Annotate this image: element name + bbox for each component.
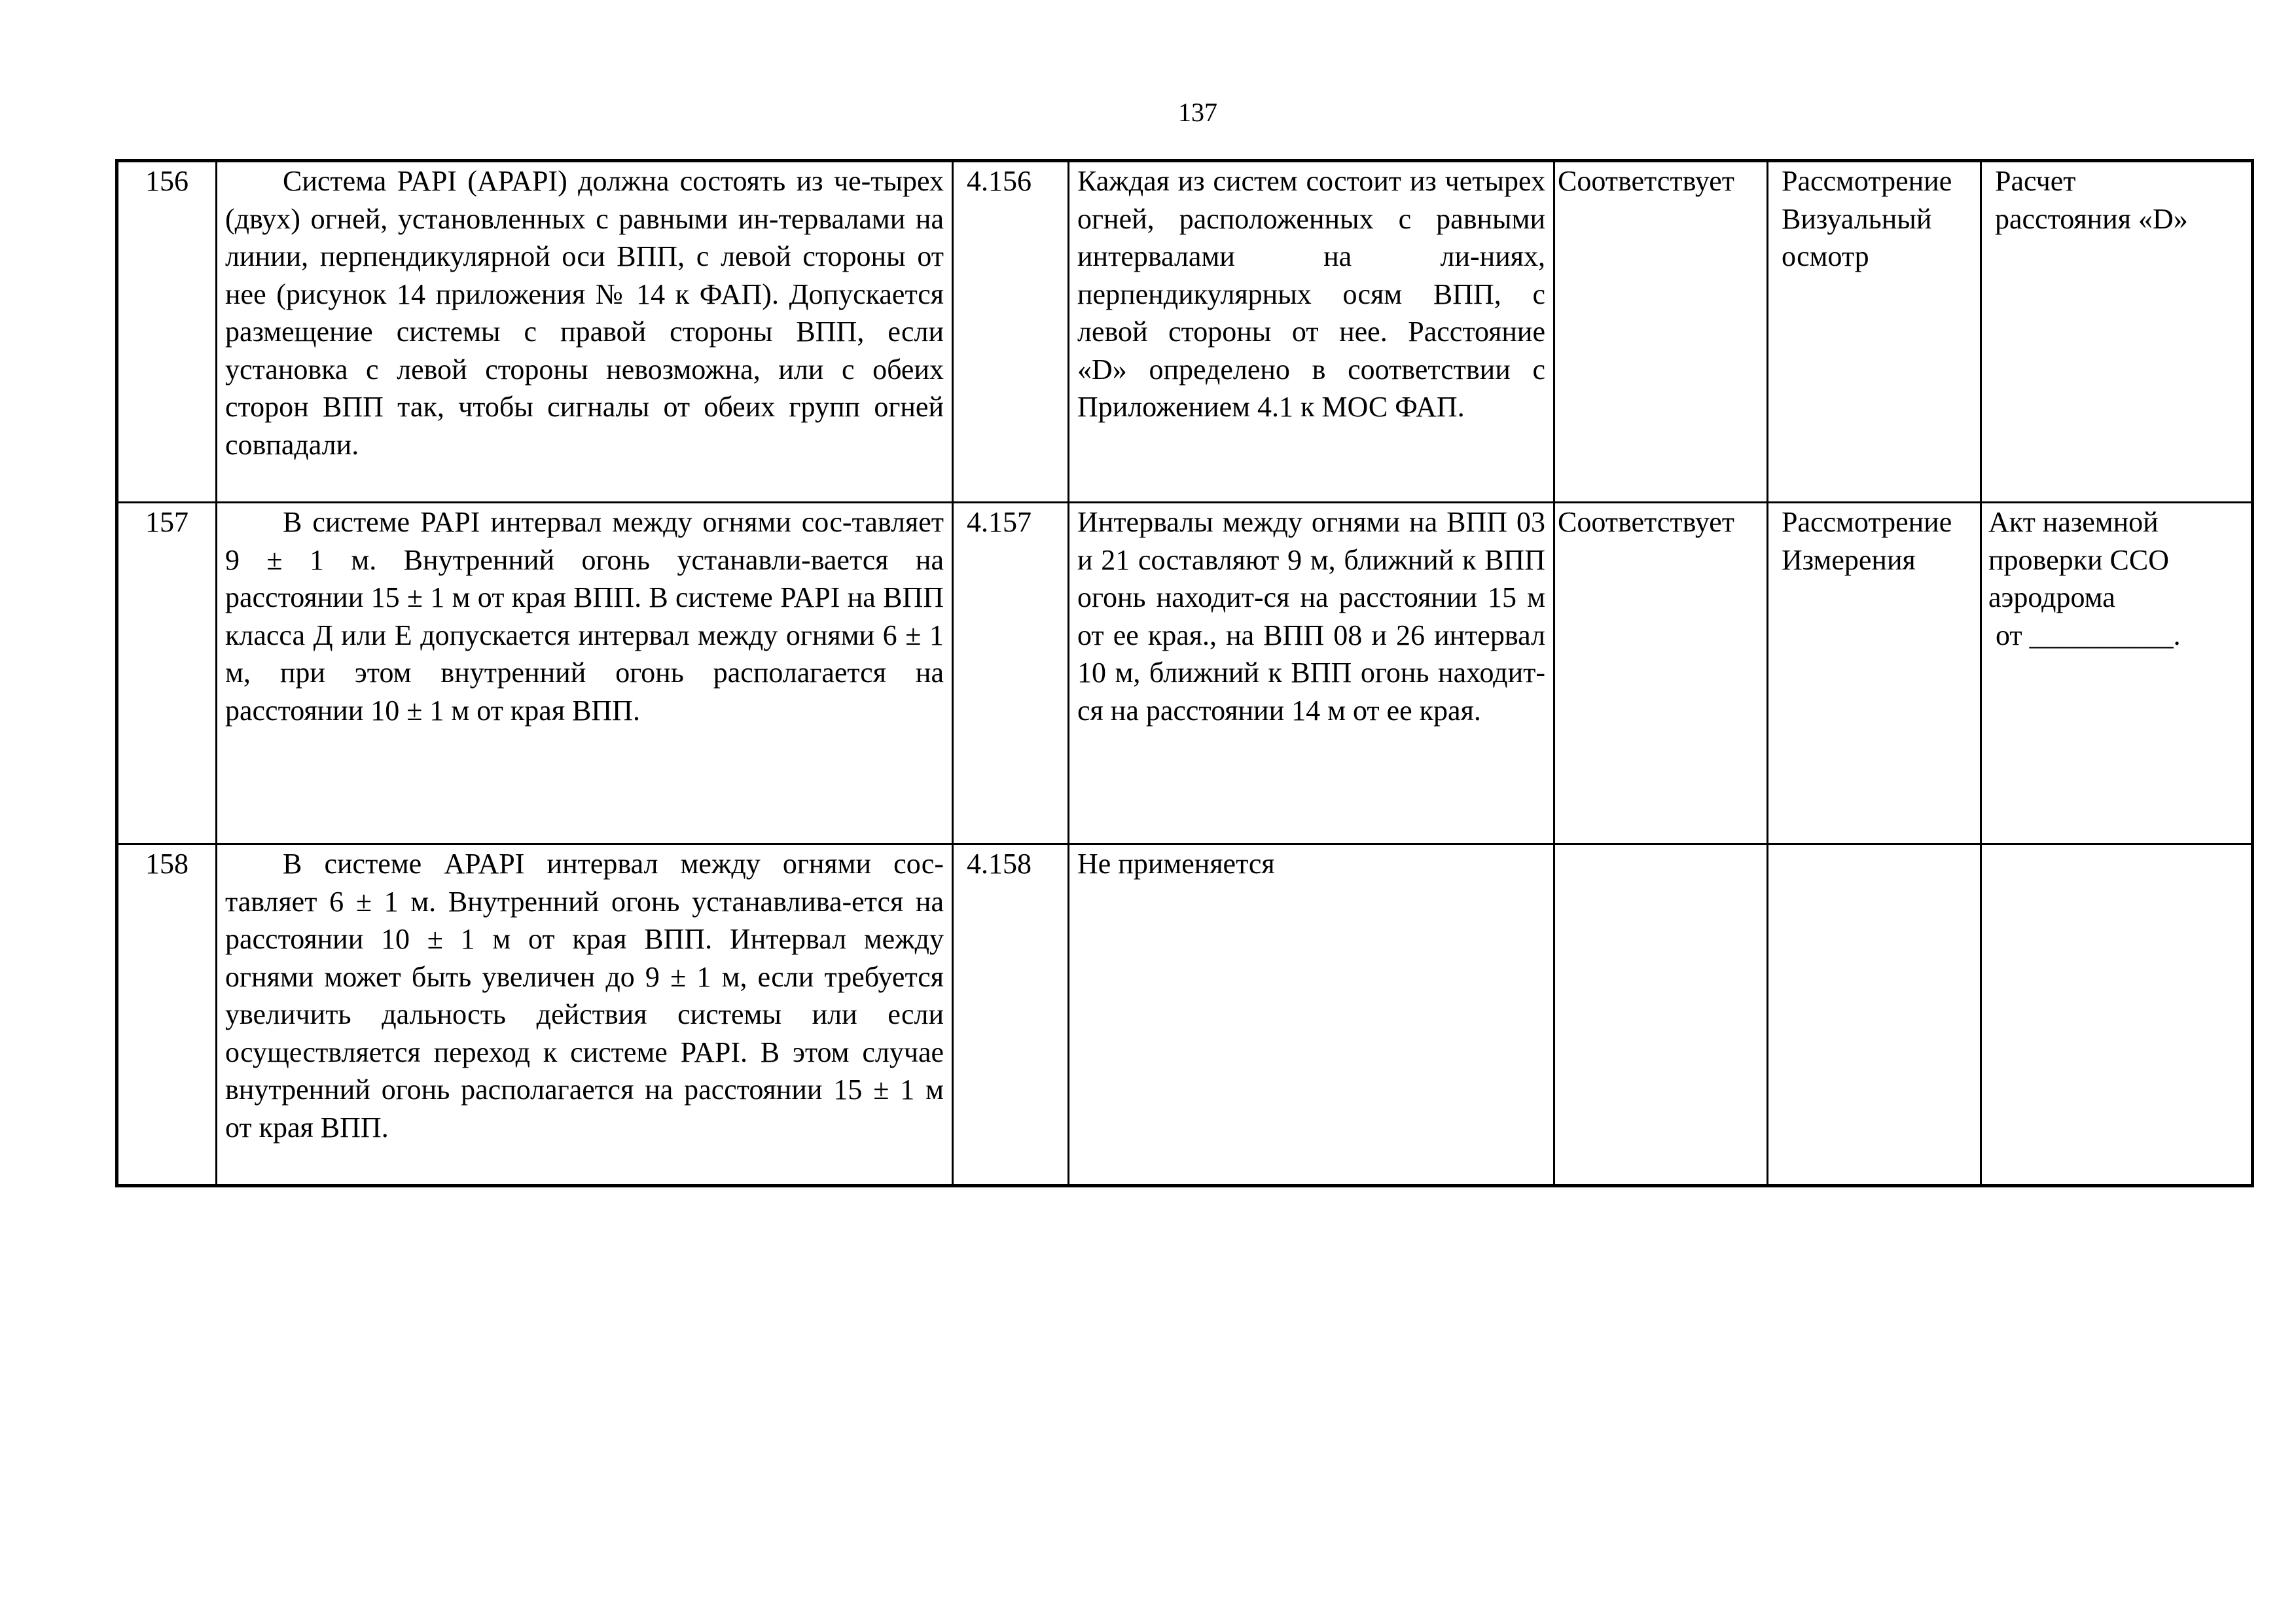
table-row (117, 844, 2253, 1186)
evidence-line: проверки ССО (1988, 543, 2169, 576)
implementation-cell (1069, 161, 1554, 503)
status-cell (1554, 844, 1768, 1186)
requirement-text: В системе PAPI интервал между огнями сос-тавляет 9 ± 1 м. Внутренний огонь устанавли-вается на расстоянии 15 ± 1 м от края ВПП. В системе PAPI на ВПП класса Д или Е допускается интервал между огнями 6 ± 1 м, при этом внутренний огонь располагается на расстоянии 10 ± 1 м от края ВПП. (225, 506, 944, 727)
method-line: осмотр (1782, 240, 1869, 272)
row-number: 158 (117, 844, 217, 1186)
method-line: Рассмотрение (1782, 506, 1952, 538)
method-cell (1768, 503, 1981, 844)
evidence-line: Акт наземной (1988, 506, 2159, 538)
status-cell: Соответствует (1554, 161, 1768, 503)
row-number: 156 (117, 161, 217, 503)
implementation-text: Интервалы между огнями на ВПП 03 и 21 составляют 9 м, ближний к ВПП огонь находит-ся на расстоянии 15 м от ее края., на ВПП 08 и 26 интервал 10 м, ближний к ВПП огонь находит-ся на расстоянии 14 м от ее края. (1077, 506, 1545, 727)
row-number: 157 (117, 503, 217, 844)
method-line: Визуальный (1782, 202, 1932, 235)
table-row (117, 503, 2253, 844)
implementation-text: Каждая из систем состоит из четырех огней, расположенных с равными интервалами на ли-ниях, перпендикулярных осям ВПП, с левой стороны от нее. Расстояние «D» определено в соответствии с Приложением 4.1 к МОС ФАП. (1077, 165, 1545, 423)
compliance-table (115, 159, 2254, 1187)
reference-cell: 4.156 (953, 161, 1069, 503)
method-line: Рассмотрение (1782, 165, 1952, 197)
status-cell: Соответствует (1554, 503, 1768, 844)
reference-cell: 4.158 (953, 844, 1069, 1186)
table-row (117, 161, 2253, 503)
implementation-text: Не применяется (1077, 848, 1275, 880)
implementation-cell (1069, 503, 1554, 844)
evidence-cell (1981, 161, 2253, 503)
evidence-line: расстояния «D» (1995, 202, 2188, 235)
page-number: 137 (1178, 98, 1217, 127)
method-line: Измерения (1782, 543, 1916, 576)
evidence-cell (1981, 503, 2253, 844)
method-cell (1768, 161, 1981, 503)
requirement-cell (217, 503, 953, 844)
implementation-cell (1069, 844, 1554, 1186)
requirement-text: В системе APAPI интервал между огнями сос-тавляет 6 ± 1 м. Внутренний огонь устанавлива-ется на расстоянии 10 ± 1 м от края ВПП. Интервал между огнями может быть увеличен до 9 ± 1 м, если требуется увеличить дальность действия системы или если осуществляется переход к системе PAPI. В этом случае внутренний огонь располагается на расстоянии 15 ± 1 м от края ВПП. (225, 848, 944, 1144)
evidence-line: от __________. (1988, 619, 2181, 651)
reference-cell: 4.157 (953, 503, 1069, 844)
evidence-line: Расчет (1995, 165, 2076, 197)
method-cell (1768, 844, 1981, 1186)
requirement-cell (217, 844, 953, 1186)
requirement-cell (217, 161, 953, 503)
requirement-text: Система PAPI (APAPI) должна состоять из че-тырех (двух) огней, установленных с равными ин-тервалами на линии, перпендикулярной оси ВПП, с левой стороны от нее (рисунок 14 приложения № 14 к ФАП). Допускается размещение системы с правой стороны ВПП, если установка с левой стороны невозможна, или с обеих сторон ВПП так, чтобы сигналы от обеих групп огней совпадали. (225, 165, 944, 461)
evidence-cell (1981, 844, 2253, 1186)
evidence-line: аэродрома (1988, 581, 2115, 613)
